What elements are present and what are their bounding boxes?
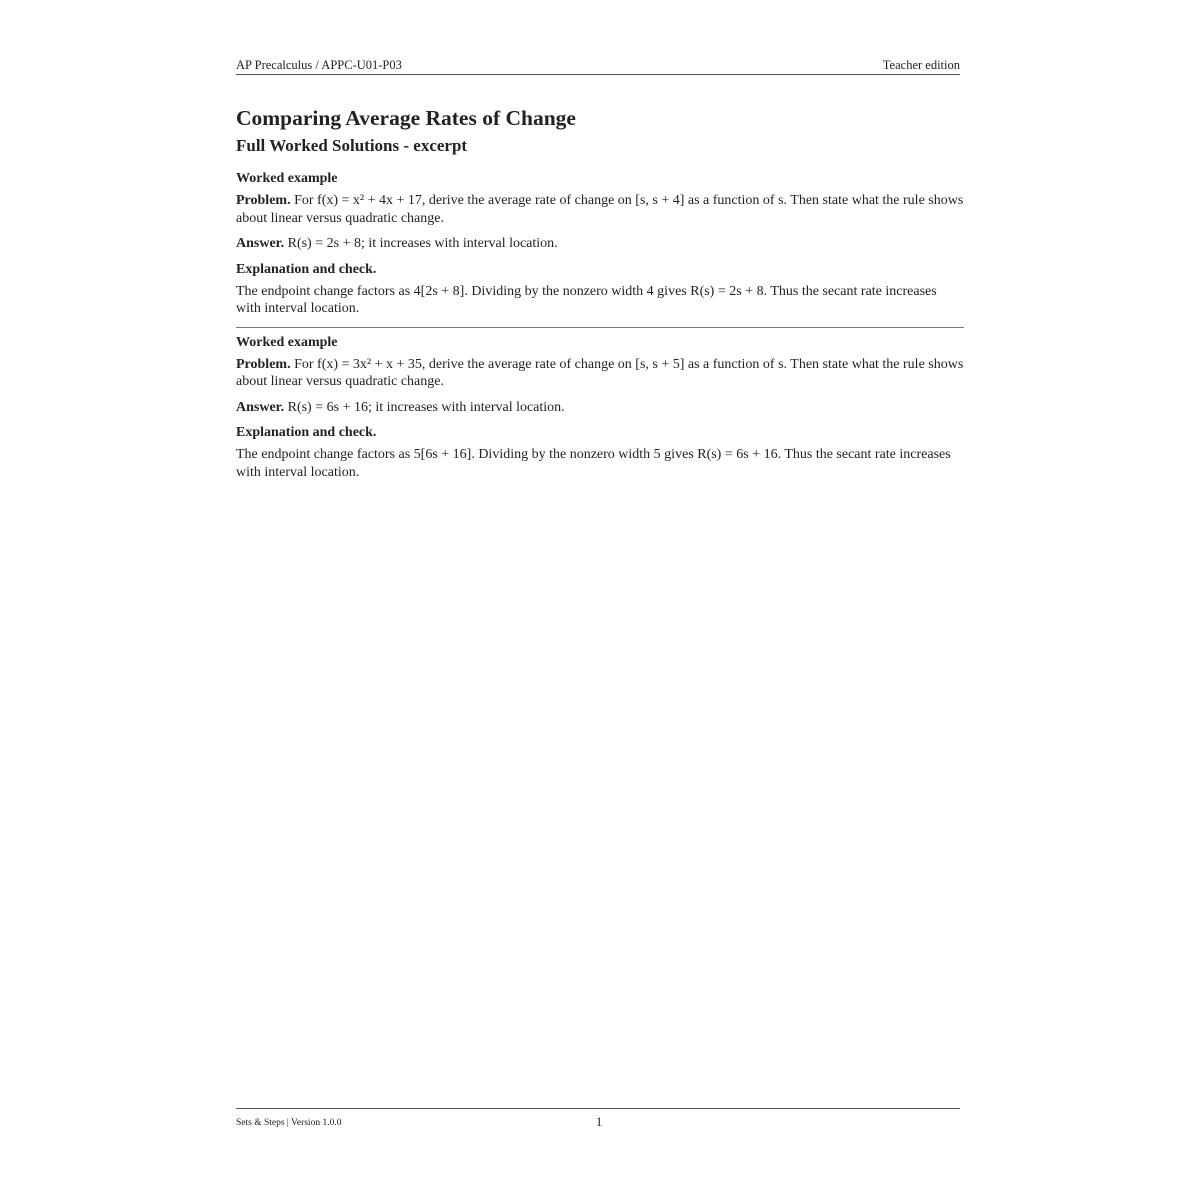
explanation-text: The endpoint change factors as 5[6s + 16]. Dividing by the nonzero width 5 gives R(s) = 6s + 16. Thus the secant rate increases with interval location. <box>236 447 951 480</box>
explanation-heading: Explanation and check. <box>236 261 377 277</box>
problem-label: Problem. <box>236 193 291 208</box>
worked-example-2 <box>236 334 964 482</box>
problem-label: Problem. <box>236 356 291 372</box>
problem-statement <box>236 192 964 227</box>
problem-statement <box>236 356 964 391</box>
problem-text: For f(x) = 3x² + x + 35, derive the average rate of change on [s, s + 5] as a function of s. Then state what the rule shows about linear versus quadratic change. <box>236 356 964 389</box>
example-heading: Worked example <box>236 334 338 350</box>
answer-label: Answer. <box>236 236 285 251</box>
page-title: Comparing Average Rates of Change <box>236 106 576 130</box>
answer-statement <box>236 235 964 253</box>
header-course-code: AP Precalculus / APPC-U01-P03 <box>236 58 402 72</box>
page-number: 1 <box>596 1115 603 1129</box>
header-edition: Teacher edition <box>882 58 960 72</box>
worked-example-1 <box>236 170 964 318</box>
running-header <box>236 58 960 75</box>
problem-text: For f(x) = x² + 4x + 17, derive the average rate of change on [s, s + 4] as a function of s. Then state what the rule shows about linear versus quadratic change. <box>236 193 964 226</box>
main-content <box>236 104 964 481</box>
running-footer <box>236 1108 960 1129</box>
section-divider <box>236 327 964 328</box>
answer-text: R(s) = 2s + 8; it increases with interval location. <box>287 236 558 251</box>
answer-text: R(s) = 6s + 16; it increases with interval location. <box>287 399 565 415</box>
example-heading: Worked example <box>236 171 338 186</box>
page-subtitle: Full Worked Solutions - excerpt <box>236 136 468 155</box>
explanation-text: The endpoint change factors as 4[2s + 8]. Dividing by the nonzero width 4 gives R(s) = 2s + 8. Thus the secant rate increases with interval location. <box>236 283 937 316</box>
footer-version: Sets & Steps | Version 1.0.0 <box>236 1118 342 1128</box>
explanation-heading: Explanation and check. <box>236 425 377 440</box>
answer-statement <box>236 399 964 417</box>
answer-label: Answer. <box>236 399 285 415</box>
